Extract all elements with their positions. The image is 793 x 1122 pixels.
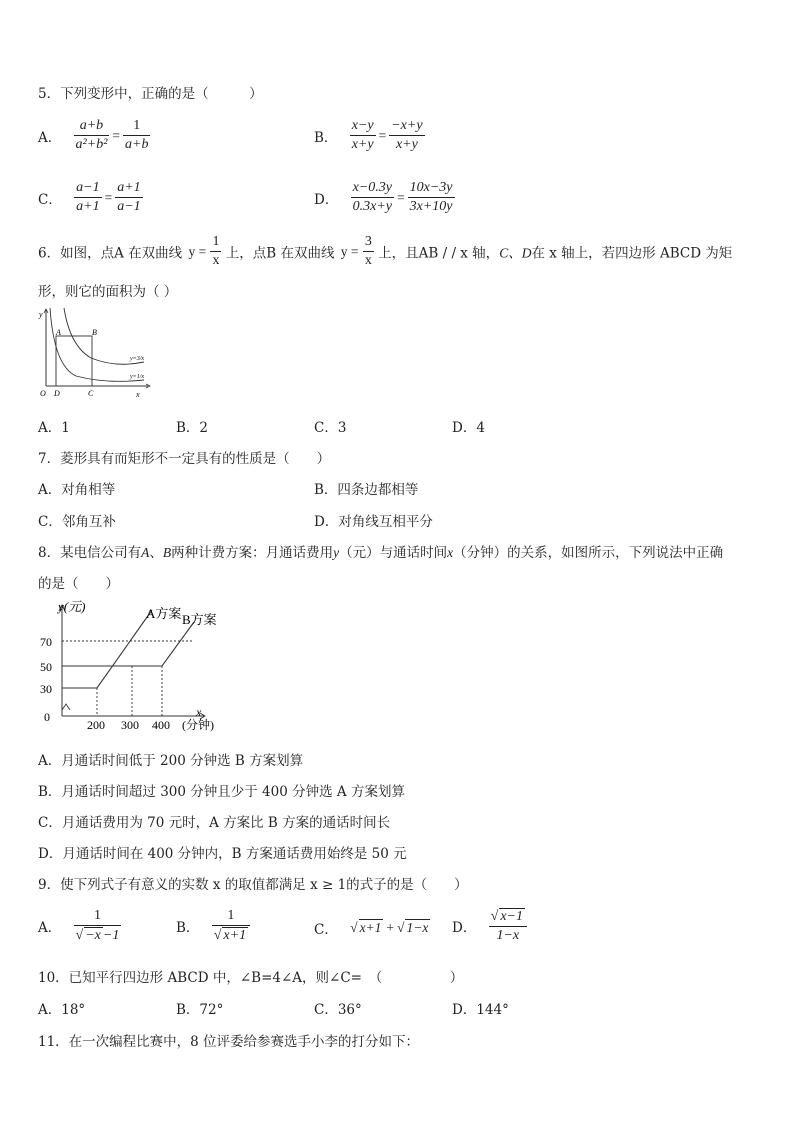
fraction: $\frac{x-0.3y}{0.3x+y}$ bbox=[352, 180, 392, 214]
q5-option-d[interactable]: D． $\frac{x-0.3y}{0.3x+y}$ = $\frac{10x-3y}{3x+10y}$ bbox=[314, 180, 453, 214]
q10-option-c[interactable]: C．36° bbox=[314, 1002, 362, 1018]
fraction: $\frac{3}{x}$ bbox=[364, 234, 372, 268]
xtick-300: 300 bbox=[121, 718, 139, 732]
ytick-70: 70 bbox=[40, 635, 52, 649]
label-curve-bottom: y=1/x bbox=[130, 374, 145, 380]
q9-option-d[interactable]: D． $\frac{√ x-1}{1-x}$ bbox=[452, 908, 527, 944]
option-label: B． bbox=[314, 129, 338, 146]
option-label: D． bbox=[314, 191, 339, 208]
q5-option-c[interactable]: C． $\frac{a-1}{a+1}$ = $\frac{a+1}{a-1}$ bbox=[38, 180, 141, 214]
q8-option-d[interactable]: D．月通话时间在 400 分钟内，B 方案通话费用始终是 50 元 bbox=[38, 846, 407, 862]
q10-stem: 10．已知平行四边形 ABCD 中，∠B=4∠A，则∠C= （ ） bbox=[38, 970, 464, 986]
q7-option-b[interactable]: B．四条边都相等 bbox=[314, 482, 419, 498]
fraction: $\frac{a-1}{a+1}$ bbox=[76, 180, 100, 214]
q6-stem: 6．如图，点A 在双曲线 y = $\frac{1}{x}$ 上，点B 在双曲线 y = $\frac{3}{x}$ 上，且AB / / x 轴，C、D在 x 轴上，若四边形 ABCD 为矩 bbox=[38, 234, 733, 268]
q6-stem-line2: 形，则它的面积为（ ） bbox=[38, 284, 178, 300]
plan-b-label: B方案 bbox=[182, 612, 217, 627]
curve-1-over-x bbox=[50, 308, 144, 381]
label-c: C bbox=[88, 389, 94, 398]
xtick-200: 200 bbox=[87, 718, 105, 732]
fraction: $\frac{1}{x}$ bbox=[212, 234, 220, 268]
label-o: O bbox=[40, 389, 46, 398]
q8-option-a[interactable]: A．月通话时间低于 200 分钟选 B 方案划算 bbox=[38, 753, 304, 769]
q8-option-c[interactable]: C．月通话费用为 70 元时，A 方案比 B 方案的通话时间长 bbox=[38, 815, 391, 831]
q9-option-c[interactable]: C． √ x+1 + √ 1−x bbox=[314, 919, 429, 938]
ytick-50: 50 bbox=[40, 660, 52, 674]
fraction: $\frac{a+1}{a-1}$ bbox=[117, 180, 141, 214]
q8-stem-line2: 的是（ ） bbox=[38, 576, 119, 592]
chart-y-label: y(元) bbox=[58, 600, 86, 614]
q9-option-b[interactable]: B． $\frac{1}{√ x+1}$ bbox=[176, 908, 250, 944]
plan-a-label: A方案 bbox=[146, 606, 182, 621]
fraction: $\frac{x-y}{x+y}$ bbox=[351, 118, 374, 152]
q5-stem: 5．下列变形中，正确的是（ ） bbox=[38, 86, 263, 102]
ytick-30: 30 bbox=[40, 682, 52, 696]
q5-option-a[interactable]: A． $\frac{a+b}{\text{a²+b²}}$ = $\frac{1}{a+b}$ bbox=[38, 118, 149, 152]
fraction: $\frac{1}{√ x+1}$ bbox=[212, 908, 250, 944]
q8-option-b[interactable]: B．月通话时间超过 300 分钟且少于 400 分钟选 A 方案划算 bbox=[38, 784, 405, 800]
fraction: $\frac{√ x-1}{1-x}$ bbox=[489, 908, 527, 944]
billing-chart bbox=[36, 600, 236, 736]
q6-option-d[interactable]: D．4 bbox=[452, 420, 485, 436]
label-x: x bbox=[136, 390, 140, 399]
option-label: C． bbox=[38, 191, 62, 208]
q7-option-d[interactable]: D．对角线互相平分 bbox=[314, 514, 433, 530]
q10-option-a[interactable]: A．18° bbox=[38, 1002, 86, 1018]
fraction: $\frac{a+b}{\text{a²+b²}}$ bbox=[75, 118, 108, 152]
plan-a-line bbox=[62, 610, 152, 688]
q6-option-a[interactable]: A．1 bbox=[38, 420, 70, 436]
fraction: $\frac{-x+y}{x+y}$ bbox=[391, 118, 423, 152]
q7-stem: 7．菱形具有而矩形不一定具有的性质是（ ） bbox=[38, 451, 331, 467]
fraction: $\frac{1}{√ -x -1}$ bbox=[75, 908, 120, 943]
label-a: A bbox=[56, 328, 61, 337]
option-label: A． bbox=[38, 129, 62, 146]
ytick-0: 0 bbox=[44, 710, 50, 724]
label-curve-top: y=3/x bbox=[130, 356, 145, 362]
hyperbola-figure bbox=[36, 306, 156, 400]
fraction: $\frac{1}{a+b}$ bbox=[125, 118, 149, 152]
q7-option-a[interactable]: A．对角相等 bbox=[38, 482, 116, 498]
q9-stem: 9．使下列式子有意义的实数 x 的取值都满足 x ≥ 1的式子的是（ ） bbox=[38, 877, 468, 893]
q10-option-d[interactable]: D．144° bbox=[452, 1002, 509, 1018]
fraction: $\frac{10x-3y}{3x+10y}$ bbox=[409, 180, 453, 214]
label-d: D bbox=[54, 389, 60, 398]
q11-stem: 11．在一次编程比赛中，8 位评委给参赛选手小李的打分如下： bbox=[38, 1034, 420, 1050]
label-y: y bbox=[39, 310, 43, 319]
q7-option-c[interactable]: C．邻角互补 bbox=[38, 514, 116, 530]
q8-stem: 8．某电信公司有A、B两种计费方案：月通话费用y（元）与通话时间x（分钟）的关系，如图所示，下列说法中正确 bbox=[38, 545, 724, 561]
chart-x-unit: (分钟) bbox=[182, 718, 214, 732]
xtick-400: 400 bbox=[152, 718, 170, 732]
q6-option-c[interactable]: C．3 bbox=[314, 420, 347, 436]
label-b: B bbox=[92, 328, 97, 337]
chart-x-var: x bbox=[196, 705, 202, 719]
q10-option-b[interactable]: B．72° bbox=[176, 1002, 224, 1018]
q5-option-b[interactable]: B． $\frac{x-y}{x+y}$ = $\frac{-x+y}{x+y}$ bbox=[314, 118, 423, 152]
q9-option-a[interactable]: A． $\frac{1}{√ -x -1}$ bbox=[38, 908, 120, 943]
q6-option-b[interactable]: B．2 bbox=[176, 420, 209, 436]
